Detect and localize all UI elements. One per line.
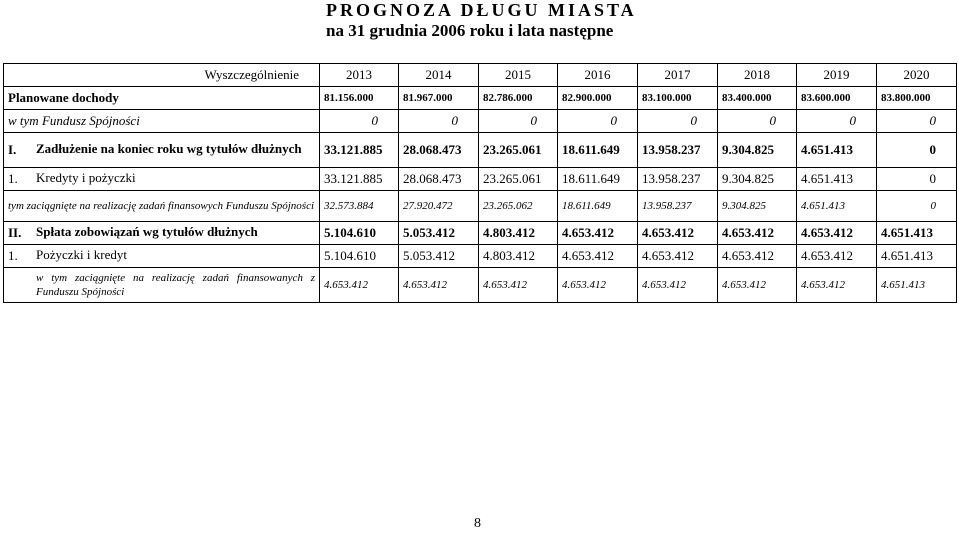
header-year: 2015 — [479, 64, 558, 87]
table-cell: 4.651.413 — [797, 133, 877, 168]
table-cell: 0 — [479, 110, 558, 133]
table-cell: 9.304.825 — [718, 168, 797, 191]
debt-forecast-table — [3, 63, 957, 303]
table-cell: 23.265.061 — [479, 168, 558, 191]
table-cell: 0 — [877, 191, 957, 222]
table-cell: 4.653.412 — [558, 222, 638, 245]
table-cell: 4.651.413 — [877, 268, 957, 303]
row-label-cell — [4, 268, 320, 303]
row-label: Planowane dochody — [4, 87, 320, 110]
row-label: w tym Fundusz Spójności — [4, 110, 320, 133]
table-cell: 0 — [877, 133, 957, 168]
table-cell: 5.053.412 — [399, 222, 479, 245]
table-cell: 28.068.473 — [399, 168, 479, 191]
page-subtitle: na 31 grudnia 2006 roku i lata następne — [326, 21, 614, 40]
table-cell: 83.600.000 — [797, 87, 877, 110]
table-cell: 4.653.412 — [718, 222, 797, 245]
row-label: tym zaciągnięte na realizację zadań finansowych Funduszu Spójności — [8, 200, 315, 212]
table-cell: 4.653.412 — [638, 222, 718, 245]
table-row — [4, 87, 957, 110]
row-label-cell — [4, 245, 320, 268]
table-row — [4, 191, 957, 222]
table-cell: 81.156.000 — [320, 87, 399, 110]
header-year: 2014 — [399, 64, 479, 87]
table-cell: 83.800.000 — [877, 87, 957, 110]
table-row — [4, 168, 957, 191]
table-cell: 18.611.649 — [558, 133, 638, 168]
table-cell: 4.651.413 — [877, 222, 957, 245]
table-cell: 4.803.412 — [479, 245, 558, 268]
table-cell: 23.265.062 — [479, 191, 558, 222]
table-cell: 81.967.000 — [399, 87, 479, 110]
table-header-row — [4, 64, 957, 87]
table-cell: 23.265.061 — [479, 133, 558, 168]
table-cell: 83.400.000 — [718, 87, 797, 110]
table-cell: 33.121.885 — [320, 168, 399, 191]
table-cell: 13.958.237 — [638, 191, 718, 222]
table-cell: 0 — [797, 110, 877, 133]
page-number: 8 — [474, 516, 481, 531]
table-cell: 13.958.237 — [638, 168, 718, 191]
row-label: Pożyczki i kredyt — [36, 247, 127, 262]
table-cell: 0 — [320, 110, 399, 133]
table-cell: 4.651.413 — [797, 191, 877, 222]
header-year: 2017 — [638, 64, 718, 87]
header-year: 2016 — [558, 64, 638, 87]
table-cell: 9.304.825 — [718, 133, 797, 168]
table-cell: 4.653.412 — [479, 268, 558, 303]
table-cell: 0 — [638, 110, 718, 133]
header-year: 2013 — [320, 64, 399, 87]
table-cell: 27.920.472 — [399, 191, 479, 222]
table-cell: 83.100.000 — [638, 87, 718, 110]
table-cell: 82.900.000 — [558, 87, 638, 110]
row-index: I. — [8, 142, 17, 157]
table-cell: 4.653.412 — [718, 245, 797, 268]
table-cell: 9.304.825 — [718, 191, 797, 222]
table-cell: 0 — [399, 110, 479, 133]
table-cell: 4.651.413 — [797, 168, 877, 191]
table-cell: 4.653.412 — [797, 222, 877, 245]
table-cell: 33.121.885 — [320, 133, 399, 168]
row-label: w tym zaciągnięte na realizację zadań finansowanych z Funduszu Spójności — [36, 272, 315, 298]
table-cell: 4.653.412 — [638, 245, 718, 268]
table-cell: 0 — [877, 168, 957, 191]
table-cell: 0 — [558, 110, 638, 133]
row-label-cell — [4, 222, 320, 245]
header-year: 2019 — [797, 64, 877, 87]
table-cell: 5.104.610 — [320, 222, 399, 245]
table-cell: 82.786.000 — [479, 87, 558, 110]
table-cell: 4.653.412 — [558, 245, 638, 268]
row-index: 1. — [8, 248, 18, 263]
table-cell: 4.653.412 — [718, 268, 797, 303]
table-cell: 13.958.237 — [638, 133, 718, 168]
table-cell: 5.104.610 — [320, 245, 399, 268]
table-cell: 4.653.412 — [320, 268, 399, 303]
table-row — [4, 268, 957, 303]
table-cell: 5.053.412 — [399, 245, 479, 268]
table-cell: 4.653.412 — [638, 268, 718, 303]
header-year: 2020 — [877, 64, 957, 87]
page-title: PROGNOZA DŁUGU MIASTA — [326, 0, 637, 20]
table-row — [4, 133, 957, 168]
header-label: Wyszczególnienie — [4, 64, 320, 87]
table-cell: 4.653.412 — [558, 268, 638, 303]
table-row — [4, 222, 957, 245]
table-cell: 18.611.649 — [558, 168, 638, 191]
row-label-cell — [4, 168, 320, 191]
row-label-cell — [4, 191, 320, 222]
table-cell: 0 — [877, 110, 957, 133]
table-cell: 18.611.649 — [558, 191, 638, 222]
row-label: Zadłużenie na koniec roku wg tytułów dłużnych — [36, 141, 302, 156]
row-label: Spłata zobowiązań wg tytułów dłużnych — [36, 224, 258, 239]
table-cell: 4.651.413 — [877, 245, 957, 268]
table-cell: 32.573.884 — [320, 191, 399, 222]
table-cell: 4.653.412 — [797, 245, 877, 268]
table-row — [4, 110, 957, 133]
table-cell: 28.068.473 — [399, 133, 479, 168]
table-cell: 4.803.412 — [479, 222, 558, 245]
row-label-cell — [4, 133, 320, 168]
table-cell: 4.653.412 — [797, 268, 877, 303]
table-row — [4, 245, 957, 268]
row-index: II. — [8, 225, 22, 240]
row-label: Kredyty i pożyczki — [36, 170, 136, 185]
row-index: 1. — [8, 171, 18, 186]
table-cell: 0 — [718, 110, 797, 133]
header-year: 2018 — [718, 64, 797, 87]
table-cell: 4.653.412 — [399, 268, 479, 303]
